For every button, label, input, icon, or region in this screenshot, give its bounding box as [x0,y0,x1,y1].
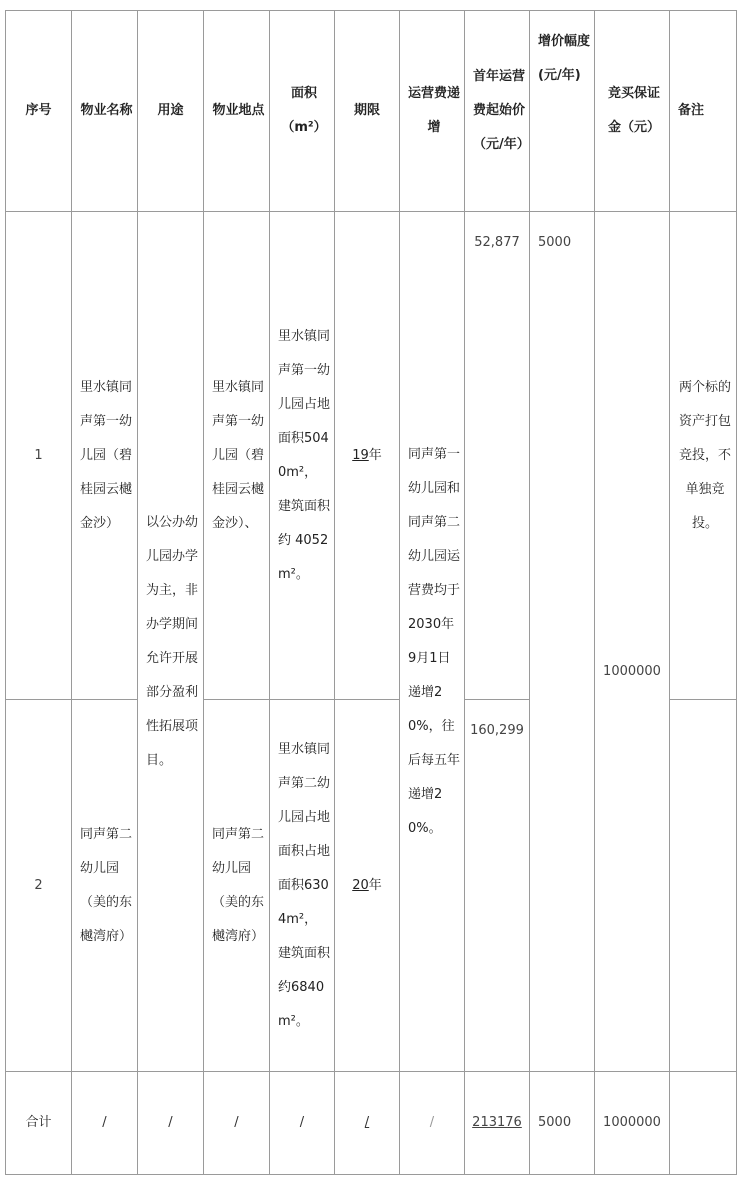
header-term: 期限 [335,11,400,212]
total-name: / [72,1072,138,1175]
row2-term-unit: 年 [368,877,382,893]
row2-term [335,700,400,1072]
row2-seq: 2 [6,700,72,1072]
row1-name: 里水镇同声第一幼儿园（碧桂园云樾金沙） [72,212,138,700]
total-increase: / [400,1072,465,1175]
increase-cell: 同声第一幼儿园和同声第二幼儿园运营费均于2030年9月1日递增20%，往后每五年递增20%。 [400,212,465,1072]
header-location: 物业地点 [204,11,270,212]
header-area: 面积（m²） [270,11,335,212]
usage-cell: 以公办幼儿园办学为主，非办学期间允许开展部分盈利性拓展项目。 [138,212,204,1072]
row1-seq: 1 [6,212,72,700]
total-step: 5000 [530,1072,595,1175]
total-start-price: 213176 [465,1072,530,1175]
total-row [6,1072,737,1175]
remarks-cell: 两个标的资产打包竞投，不单独竞投。 [670,212,737,700]
row2-name: 同声第二幼儿园（美的东樾湾府） [72,700,138,1072]
header-step: 增价幅度(元/年) [530,11,595,212]
header-remarks: 备注 [670,11,737,212]
header-usage: 用途 [138,11,204,212]
row2-start-price: 160,299 [465,700,530,1072]
deposit-cell: 1000000 [595,212,670,1072]
row2-location: 同声第二幼儿园（美的东樾湾府） [204,700,270,1072]
row2-area: 里水镇同声第二幼儿园占地面积占地面积6304m²，建筑面积约6840m²。 [270,700,335,1072]
header-start-price: 首年运营费起始价（元/年） [465,11,530,212]
total-label: 合计 [6,1072,72,1175]
total-usage: / [138,1072,204,1175]
row1-area: 里水镇同声第一幼儿园占地面积5040m²，建筑面积约 4052m²。 [270,212,335,700]
header-name: 物业名称 [72,11,138,212]
step-cell: 5000 [530,212,595,1072]
header-seq: 序号 [6,11,72,212]
row1-term [335,212,400,700]
row1-term-unit: 年 [368,447,382,463]
row1-term-number: 19 [352,447,369,463]
total-deposit: 1000000 [595,1072,670,1175]
total-term: / [335,1072,400,1175]
auction-table [5,10,737,1175]
row2-term-number: 20 [352,877,369,893]
table-row [6,212,737,700]
header-row [6,11,737,212]
header-deposit: 竞买保证金（元） [595,11,670,212]
row1-start-price: 52,877 [465,212,530,700]
remarks-empty-cell [670,700,737,1072]
total-area: / [270,1072,335,1175]
row1-location: 里水镇同声第一幼儿园（碧桂园云樾金沙）、 [204,212,270,700]
total-remarks [670,1072,737,1175]
total-location: / [204,1072,270,1175]
header-increase: 运营费递增 [400,11,465,212]
